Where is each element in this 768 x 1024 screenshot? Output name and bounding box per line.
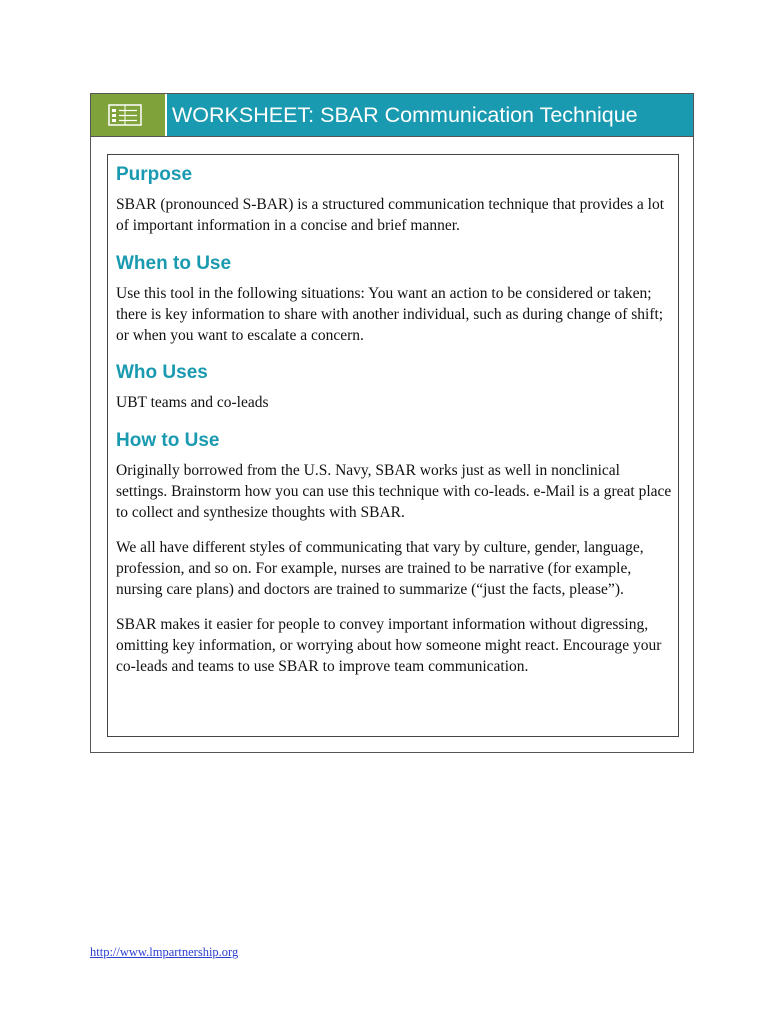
worksheet-title: WORKSHEET: SBAR Communication Technique xyxy=(172,103,638,127)
worksheet-content-box xyxy=(107,154,679,737)
worksheet-list-icon xyxy=(99,101,155,129)
when-heading: When to Use xyxy=(116,253,232,274)
how-paragraph-1: Originally borrowed from the U.S. Navy, SBAR works just as well in nonclinical settings. Brainstorm how you can use this technique with co-leads. e-Mail is a great place to collect and synthesize thoughts with SBAR. xyxy=(116,462,672,521)
purpose-section xyxy=(116,163,672,236)
who-heading: Who Uses xyxy=(116,362,208,383)
worksheet-frame xyxy=(90,93,694,753)
when-section xyxy=(116,252,672,346)
header-icon-box xyxy=(91,94,167,136)
purpose-heading: Purpose xyxy=(116,164,193,185)
how-paragraph-3: SBAR makes it easier for people to convey important information without digressing, omitting key information, or worrying about how someone might react. Encourage your co-leads and teams to use SBAR to improve team communication. xyxy=(116,616,662,675)
who-paragraph: UBT teams and co-leads xyxy=(116,394,269,411)
how-section xyxy=(116,429,672,677)
lmpartnership-link[interactable]: http://www.lmpartnership.org xyxy=(90,945,239,959)
purpose-paragraph: SBAR (pronounced S-BAR) is a structured communication technique that provides a lot of important information in a concise and brief manner. xyxy=(116,196,664,234)
how-heading: How to Use xyxy=(116,430,220,451)
worksheet-header xyxy=(91,94,693,137)
who-section xyxy=(116,361,672,413)
how-paragraph-2: We all have different styles of communicating that vary by culture, gender, language, profession, and so on. For example, nurses are trained to be narrative (for example, nursing care plans) and doctors are trained to summarize (“just the facts, please”). xyxy=(116,539,644,598)
when-paragraph: Use this tool in the following situations: You want an action to be considered or taken; there is key information to share with another individual, such as during change of shift; or when you want to escalate a concern. xyxy=(116,285,664,344)
